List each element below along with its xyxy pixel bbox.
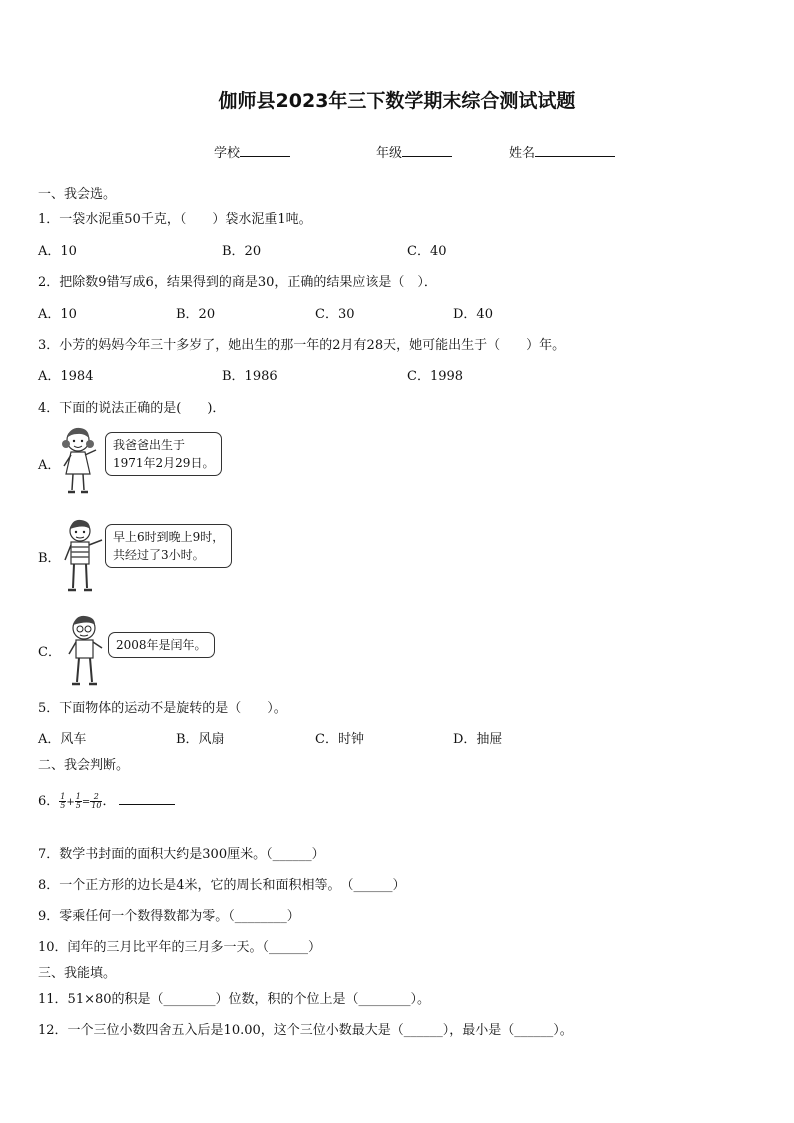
section-heading: 一、我会选。: [38, 187, 117, 202]
question-4: 4．下面的说法正确的是( )．: [38, 401, 226, 416]
q6-dot: ．: [102, 794, 116, 809]
speech-bubble-c: [108, 632, 215, 658]
bubble-a-line1: 我爸爸出生于: [113, 438, 186, 452]
q5-option-a: A．风车: [38, 732, 87, 747]
school-field: [214, 142, 290, 161]
q1-option-c: C．40: [407, 244, 447, 259]
question-2: 2．把除数9错写成6，结果得到的商是30，正确的结果应该是（ ）．: [38, 275, 437, 290]
q4-option-c-label: C．: [38, 645, 61, 660]
q2-option-b: B．20: [176, 307, 216, 322]
question-12: 12．一个三位小数四舍五入后是10.00，这个三位小数最大是（______），最小是（______）。: [38, 1023, 573, 1038]
bubble-c-line1: 2008年是闰年。: [116, 638, 207, 652]
denominator: 5: [60, 801, 66, 810]
speech-bubble-b: [105, 524, 232, 568]
question-1: 1．一袋水泥重50千克，（ ）袋水泥重1吨。: [38, 212, 312, 227]
section-heading: 二、我会判断。: [38, 758, 130, 773]
page-title: 伽师县2023年三下数学期末综合测试试题: [218, 90, 576, 112]
denominator: 10: [91, 801, 102, 810]
grade-label: 年级: [376, 146, 403, 161]
denominator: 5: [75, 801, 81, 810]
plus-sign: +: [66, 797, 75, 808]
boy-with-glasses-illustration: [64, 612, 106, 688]
question-10: 10．闰年的三月比平年的三月多一天。（______）: [38, 940, 322, 955]
question-5: 5．下面物体的运动不是旋转的是（ ）。: [38, 701, 287, 716]
grade-field: [376, 142, 452, 161]
q2-option-a: A．10: [38, 307, 77, 322]
question-7: 7．数学书封面的面积大约是300厘米。（______）: [38, 847, 325, 862]
fraction: [90, 793, 102, 810]
q3-option-b: B．1986: [222, 369, 278, 384]
equals-sign: =: [81, 797, 91, 808]
q4-option-b-label: B．: [38, 551, 61, 566]
fraction: [75, 793, 82, 810]
school-label: 学校: [214, 146, 241, 161]
name-label: 姓名: [509, 146, 536, 161]
question-3: 3．小芳的妈妈今年三十多岁了，她出生的那一年的2月有28天，她可能出生于（ ）年。: [38, 338, 566, 353]
q5-option-d: D．抽屉: [453, 732, 503, 747]
girl-illustration: [60, 424, 106, 496]
question-11: 11．51×80的积是（________）位数，积的个位上是（________）。: [38, 992, 431, 1007]
bubble-a-line2: 1971年2月29日。: [113, 456, 215, 470]
q3-option-c: C．1998: [407, 369, 464, 384]
speech-bubble-a: [105, 432, 222, 476]
numerator: 1: [75, 792, 81, 801]
q4-option-a-label: A．: [38, 458, 61, 473]
q5-option-b: B．风扇: [176, 732, 225, 747]
q2-option-d: D．40: [453, 307, 493, 322]
section-heading: 三、我能填。: [38, 966, 117, 981]
grade-blank: [402, 145, 452, 157]
question-9: 9．零乘任何一个数得数都为零。（________）: [38, 909, 300, 924]
answer-blank: [119, 793, 175, 805]
name-field: [509, 142, 615, 161]
bubble-b-line1: 早上6时到晚上9时，: [113, 530, 225, 544]
q5-option-c: C．时钟: [315, 732, 364, 747]
q1-option-b: B．20: [222, 244, 262, 259]
question-6: [38, 790, 175, 810]
school-blank: [240, 145, 290, 157]
question-8: 8．一个正方形的边长是4米，它的周长和面积相等。 （______）: [38, 878, 406, 893]
numerator: 2: [90, 793, 102, 802]
bubble-b-line2: 共经过了3小时。: [113, 548, 205, 562]
boy-illustration: [62, 516, 106, 594]
numerator: 1: [60, 792, 66, 801]
name-blank: [535, 145, 615, 157]
q3-option-a: A．1984: [38, 369, 94, 384]
q6-number: 6．: [38, 794, 60, 809]
q1-option-a: A．10: [38, 244, 77, 259]
q2-option-c: C．30: [315, 307, 355, 322]
